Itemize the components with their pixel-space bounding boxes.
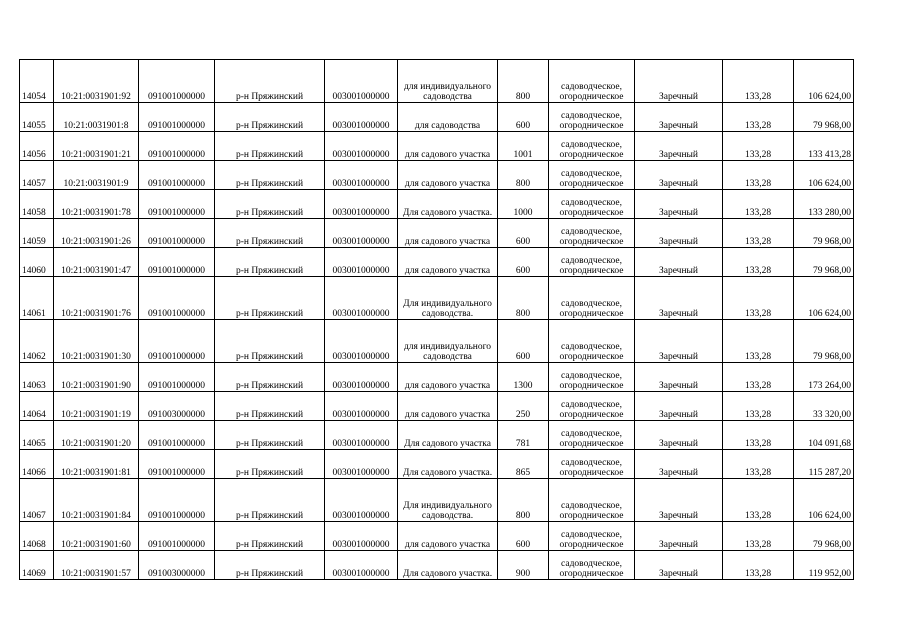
area-value: 900 <box>498 551 549 580</box>
okato-code: 091003000000 <box>139 551 215 580</box>
district-name: р-н Пряжинский <box>215 248 325 277</box>
row-number: 14058 <box>20 190 54 219</box>
location-name: Заречный <box>635 421 723 450</box>
oktmo-code: 003001000000 <box>325 103 398 132</box>
rate-value: 133,28 <box>723 522 794 551</box>
okato-code: 091001000000 <box>139 363 215 392</box>
table-row <box>20 421 854 450</box>
row-number: 14059 <box>20 219 54 248</box>
oktmo-code: 003001000000 <box>325 277 398 320</box>
row-number: 14062 <box>20 320 54 363</box>
row-number: 14069 <box>20 551 54 580</box>
okato-code: 091001000000 <box>139 479 215 522</box>
oktmo-code: 003001000000 <box>325 522 398 551</box>
table-row <box>20 450 854 479</box>
rate-value: 133,28 <box>723 190 794 219</box>
district-name: р-н Пряжинский <box>215 450 325 479</box>
oktmo-code: 003001000000 <box>325 392 398 421</box>
okato-code: 091001000000 <box>139 277 215 320</box>
area-value: 865 <box>498 450 549 479</box>
cadastral-number: 10:21:0031901:60 <box>54 522 139 551</box>
oktmo-code: 003001000000 <box>325 161 398 190</box>
district-name: р-н Пряжинский <box>215 161 325 190</box>
table-body <box>20 60 854 580</box>
row-number: 14065 <box>20 421 54 450</box>
okato-code: 091001000000 <box>139 450 215 479</box>
location-name: Заречный <box>635 320 723 363</box>
cadastral-number: 10:21:0031901:30 <box>54 320 139 363</box>
okato-code: 091001000000 <box>139 132 215 161</box>
okato-code: 091001000000 <box>139 103 215 132</box>
land-purpose: для садового участка <box>398 132 498 161</box>
okato-code: 091001000000 <box>139 421 215 450</box>
okato-code: 091001000000 <box>139 522 215 551</box>
rate-value: 133,28 <box>723 392 794 421</box>
cadastral-value: 119 952,00 <box>794 551 854 580</box>
district-name: р-н Пряжинский <box>215 190 325 219</box>
cadastral-number: 10:21:0031901:76 <box>54 277 139 320</box>
table-row <box>20 551 854 580</box>
cadastral-value: 133 280,00 <box>794 190 854 219</box>
table-row <box>20 190 854 219</box>
land-purpose: Для индивидуального садоводства. <box>398 277 498 320</box>
oktmo-code: 003001000000 <box>325 320 398 363</box>
cadastral-value: 79 968,00 <box>794 219 854 248</box>
okato-code: 091001000000 <box>139 248 215 277</box>
rate-value: 133,28 <box>723 320 794 363</box>
cadastral-value: 33 320,00 <box>794 392 854 421</box>
oktmo-code: 003001000000 <box>325 190 398 219</box>
land-category: садоводческое, огородническое <box>549 421 635 450</box>
location-name: Заречный <box>635 479 723 522</box>
rate-value: 133,28 <box>723 248 794 277</box>
district-name: р-н Пряжинский <box>215 392 325 421</box>
cadastral-value: 79 968,00 <box>794 320 854 363</box>
district-name: р-н Пряжинский <box>215 219 325 248</box>
cadastral-number: 10:21:0031901:57 <box>54 551 139 580</box>
rate-value: 133,28 <box>723 161 794 190</box>
location-name: Заречный <box>635 522 723 551</box>
area-value: 1300 <box>498 363 549 392</box>
table-row <box>20 522 854 551</box>
cadastral-number: 10:21:0031901:92 <box>54 60 139 103</box>
area-value: 800 <box>498 479 549 522</box>
rate-value: 133,28 <box>723 132 794 161</box>
okato-code: 091001000000 <box>139 320 215 363</box>
location-name: Заречный <box>635 450 723 479</box>
oktmo-code: 003001000000 <box>325 479 398 522</box>
row-number: 14063 <box>20 363 54 392</box>
location-name: Заречный <box>635 363 723 392</box>
table-row <box>20 320 854 363</box>
cadastral-number: 10:21:0031901:81 <box>54 450 139 479</box>
district-name: р-н Пряжинский <box>215 421 325 450</box>
row-number: 14061 <box>20 277 54 320</box>
district-name: р-н Пряжинский <box>215 320 325 363</box>
cadastral-number: 10:21:0031901:47 <box>54 248 139 277</box>
okato-code: 091003000000 <box>139 392 215 421</box>
area-value: 781 <box>498 421 549 450</box>
land-purpose: для индивидуального садоводства <box>398 60 498 103</box>
cadastral-value: 106 624,00 <box>794 60 854 103</box>
land-purpose: для садового участка <box>398 161 498 190</box>
oktmo-code: 003001000000 <box>325 248 398 277</box>
table-row <box>20 132 854 161</box>
rate-value: 133,28 <box>723 60 794 103</box>
table-row <box>20 479 854 522</box>
cadastral-value: 106 624,00 <box>794 161 854 190</box>
table-row <box>20 103 854 132</box>
land-category: садоводческое, огородническое <box>549 103 635 132</box>
okato-code: 091001000000 <box>139 60 215 103</box>
row-number: 14055 <box>20 103 54 132</box>
cadastral-number: 10:21:0031901:19 <box>54 392 139 421</box>
land-purpose: для садового участка <box>398 522 498 551</box>
rate-value: 133,28 <box>723 551 794 580</box>
location-name: Заречный <box>635 132 723 161</box>
row-number: 14064 <box>20 392 54 421</box>
land-category: садоводческое, огородническое <box>549 132 635 161</box>
location-name: Заречный <box>635 392 723 421</box>
location-name: Заречный <box>635 161 723 190</box>
cadastral-number: 10:21:0031901:8 <box>54 103 139 132</box>
land-purpose: для садового участка <box>398 248 498 277</box>
oktmo-code: 003001000000 <box>325 60 398 103</box>
oktmo-code: 003001000000 <box>325 132 398 161</box>
row-number: 14066 <box>20 450 54 479</box>
row-number: 14056 <box>20 132 54 161</box>
land-purpose: Для садового участка. <box>398 450 498 479</box>
oktmo-code: 003001000000 <box>325 450 398 479</box>
table-row <box>20 219 854 248</box>
land-purpose: для садового участка <box>398 219 498 248</box>
cadastral-value: 106 624,00 <box>794 479 854 522</box>
cadastral-value: 133 413,28 <box>794 132 854 161</box>
land-purpose: Для садового участка <box>398 421 498 450</box>
cadastral-value: 79 968,00 <box>794 522 854 551</box>
oktmo-code: 003001000000 <box>325 421 398 450</box>
area-value: 600 <box>498 103 549 132</box>
cadastral-value: 79 968,00 <box>794 103 854 132</box>
land-purpose: для индивидуального садоводства <box>398 320 498 363</box>
land-purpose: Для садового участка. <box>398 190 498 219</box>
area-value: 800 <box>498 60 549 103</box>
land-category: садоводческое, огородническое <box>549 479 635 522</box>
location-name: Заречный <box>635 248 723 277</box>
rate-value: 133,28 <box>723 421 794 450</box>
land-purpose: Для индивидуального садоводства. <box>398 479 498 522</box>
table-row <box>20 161 854 190</box>
district-name: р-н Пряжинский <box>215 277 325 320</box>
land-purpose: Для садового участка. <box>398 551 498 580</box>
row-number: 14067 <box>20 479 54 522</box>
land-category: садоводческое, огородническое <box>549 450 635 479</box>
location-name: Заречный <box>635 219 723 248</box>
land-category: садоводческое, огородническое <box>549 551 635 580</box>
rate-value: 133,28 <box>723 479 794 522</box>
land-category: садоводческое, огородническое <box>549 320 635 363</box>
cadastral-number: 10:21:0031901:78 <box>54 190 139 219</box>
row-number: 14060 <box>20 248 54 277</box>
table-row <box>20 363 854 392</box>
okato-code: 091001000000 <box>139 190 215 219</box>
cadastral-value: 115 287,20 <box>794 450 854 479</box>
table-row <box>20 60 854 103</box>
okato-code: 091001000000 <box>139 161 215 190</box>
location-name: Заречный <box>635 60 723 103</box>
row-number: 14054 <box>20 60 54 103</box>
land-category: садоводческое, огородническое <box>549 219 635 248</box>
okato-code: 091001000000 <box>139 219 215 248</box>
district-name: р-н Пряжинский <box>215 363 325 392</box>
location-name: Заречный <box>635 103 723 132</box>
cadastral-number: 10:21:0031901:9 <box>54 161 139 190</box>
land-category: садоводческое, огородническое <box>549 277 635 320</box>
cadastral-value: 106 624,00 <box>794 277 854 320</box>
oktmo-code: 003001000000 <box>325 551 398 580</box>
cadastral-number: 10:21:0031901:26 <box>54 219 139 248</box>
land-purpose: для садового участка <box>398 363 498 392</box>
rate-value: 133,28 <box>723 450 794 479</box>
land-category: садоводческое, огородническое <box>549 392 635 421</box>
area-value: 600 <box>498 320 549 363</box>
district-name: р-н Пряжинский <box>215 551 325 580</box>
land-category: садоводческое, огородническое <box>549 363 635 392</box>
land-purpose: для садового участка <box>398 392 498 421</box>
row-number: 14057 <box>20 161 54 190</box>
area-value: 800 <box>498 161 549 190</box>
table-row <box>20 277 854 320</box>
row-number: 14068 <box>20 522 54 551</box>
oktmo-code: 003001000000 <box>325 219 398 248</box>
location-name: Заречный <box>635 190 723 219</box>
cadastral-number: 10:21:0031901:21 <box>54 132 139 161</box>
land-category: садоводческое, огородническое <box>549 190 635 219</box>
land-category: садоводческое, огородническое <box>549 161 635 190</box>
cadastral-value: 104 091,68 <box>794 421 854 450</box>
cadastral-number: 10:21:0031901:84 <box>54 479 139 522</box>
location-name: Заречный <box>635 551 723 580</box>
district-name: р-н Пряжинский <box>215 60 325 103</box>
cadastral-number: 10:21:0031901:20 <box>54 421 139 450</box>
area-value: 800 <box>498 277 549 320</box>
rate-value: 133,28 <box>723 363 794 392</box>
location-name: Заречный <box>635 277 723 320</box>
district-name: р-н Пряжинский <box>215 479 325 522</box>
area-value: 600 <box>498 219 549 248</box>
district-name: р-н Пряжинский <box>215 132 325 161</box>
land-category: садоводческое, огородническое <box>549 248 635 277</box>
area-value: 600 <box>498 522 549 551</box>
district-name: р-н Пряжинский <box>215 522 325 551</box>
rate-value: 133,28 <box>723 277 794 320</box>
area-value: 250 <box>498 392 549 421</box>
area-value: 1001 <box>498 132 549 161</box>
area-value: 600 <box>498 248 549 277</box>
oktmo-code: 003001000000 <box>325 363 398 392</box>
land-category: садоводческое, огородническое <box>549 60 635 103</box>
table-row <box>20 392 854 421</box>
cadastral-value: 173 264,00 <box>794 363 854 392</box>
area-value: 1000 <box>498 190 549 219</box>
land-purpose: для садоводства <box>398 103 498 132</box>
table-row <box>20 248 854 277</box>
cadastral-number: 10:21:0031901:90 <box>54 363 139 392</box>
land-category: садоводческое, огородническое <box>549 522 635 551</box>
rate-value: 133,28 <box>723 103 794 132</box>
rate-value: 133,28 <box>723 219 794 248</box>
cadastral-value: 79 968,00 <box>794 248 854 277</box>
land-parcel-table <box>19 59 854 580</box>
district-name: р-н Пряжинский <box>215 103 325 132</box>
